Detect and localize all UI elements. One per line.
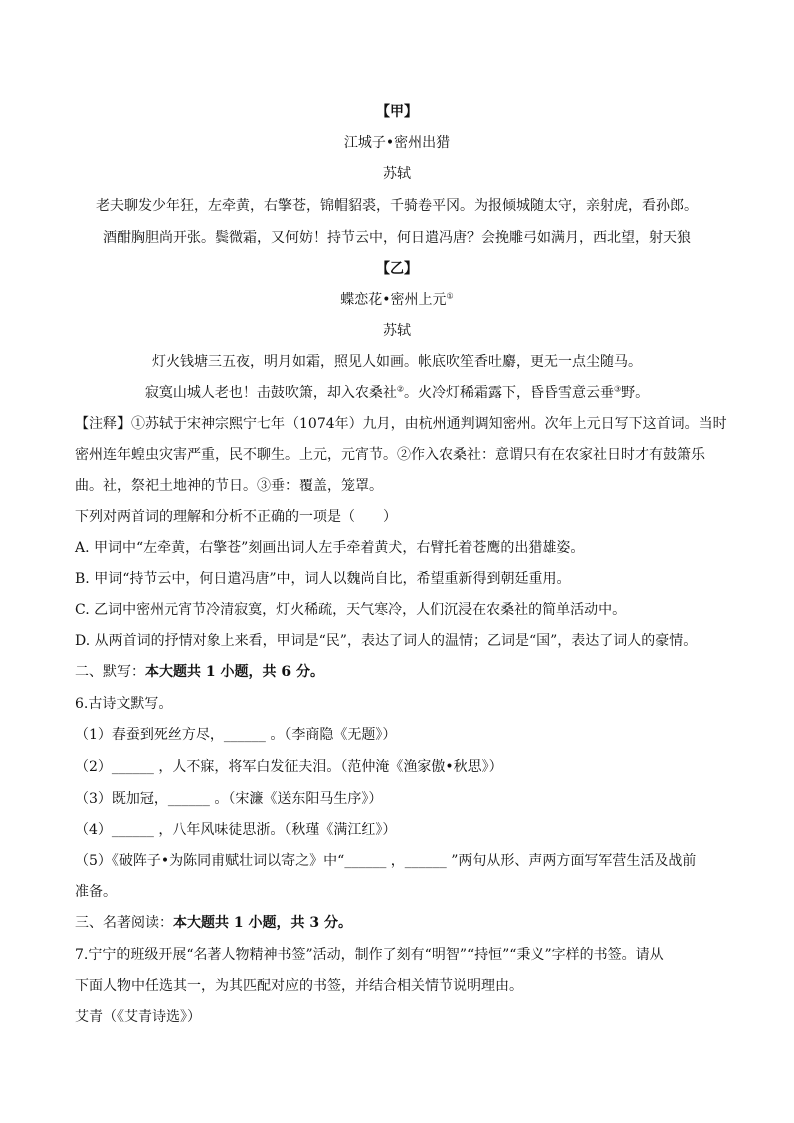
question-6-stem: 6.古诗文默写。 xyxy=(75,696,173,712)
poem-b-line-2-note-2: ③ xyxy=(614,384,622,394)
poem-a-line-2: 酒酣胸胆尚开张。鬓微霜，又何妨！持节云中，何日遣冯唐？会挽雕弓如满月，西北望，射天狼 xyxy=(103,230,691,246)
poem-b-marker: 【乙】 xyxy=(376,261,418,277)
section-2-info: 本大题共 1 小题，共 6 分。 xyxy=(145,664,324,680)
poem-a-marker: 【甲】 xyxy=(376,104,418,120)
poem-a-title: 江城子•密州出猎 xyxy=(343,135,451,151)
notes-line-1: 【注释】①苏轼于宋神宗熙宁七年（1074年）九月，由杭州通判调知密州。次年上元日写下这首词。当时 xyxy=(75,416,727,432)
poem-b-line-2 xyxy=(0,383,794,403)
section-3-info: 本大题共 1 小题，共 3 分。 xyxy=(173,915,352,931)
poem-b-line-2-part-1: 寂寞山城人老也！击鼓吹箫，却入农桑社 xyxy=(144,385,397,401)
section-2-prefix: 二、默写： xyxy=(75,664,145,680)
section-2-heading xyxy=(75,662,324,682)
question-6-item-5-continued: 准备。 xyxy=(75,884,117,900)
poem-a-line-1: 老夫聊发少年狂，左牵黄，右擎苍，锦帽貂裘，千骑卷平冈。为报倾城随太守，亲射虎，看孙郎。 xyxy=(96,198,698,214)
poem-a-author: 苏轼 xyxy=(383,166,411,182)
poem-b-title-note: ① xyxy=(446,291,454,301)
question-6-item-2: （2）______ ，人不寐，将军白发征夫泪。（范仲淹《渔家傲•秋思》） xyxy=(75,759,503,775)
poem-b-title xyxy=(0,290,794,310)
poem-b-line-2-part-3: 野。 xyxy=(621,385,650,401)
section-3-prefix: 三、名著阅读： xyxy=(75,915,173,931)
poem-b-title-text: 蝶恋花•密州上元 xyxy=(340,292,447,308)
notes-line-3: 曲。社，祭祀土地神的节日。③垂：覆盖，笼罩。 xyxy=(75,478,383,494)
question-7-line-3: 艾青（《艾青诗选》） xyxy=(75,1009,201,1025)
question-6-item-4: （4）______ ，八年风味徒思浙。（秋瑾《满江红》） xyxy=(75,822,397,838)
question-6-item-5: （5）《破阵子•为陈同甫赋壮词以寄之》中“______ ，______ ”两句从形、声两方面写军营生活及战前 xyxy=(75,853,697,869)
question-7-line-2: 下面人物中任选其一，为其匹配对应的书签，并结合相关情节说明理由。 xyxy=(75,978,523,994)
question-6-item-3: （3）既加冠，______ 。（宋濂《送东阳马生序》） xyxy=(75,791,383,807)
poem-b-author: 苏轼 xyxy=(383,323,411,339)
question-5-option-c: C. 乙词中密州元宵节冷清寂寞，灯火稀疏，天气寒冷，人们沉浸在农桑社的简单活动中。 xyxy=(75,602,627,618)
question-6-item-1: （1）春蚕到死丝方尽，______ 。（李商隐《无题》） xyxy=(75,727,397,743)
poem-b-line-1: 灯火钱塘三五夜，明月如霜，照见人如画。帐底吹笙香吐麝，更无一点尘随马。 xyxy=(152,354,642,370)
poem-b-line-2-part-2: 。火冷灯稀霜露下，昏昏雪意云垂 xyxy=(404,385,614,401)
question-7-line-1: 7.宁宁的班级开展“名著人物精神书签”活动，制作了刻有“明智”“持恒”“秉义”字样的书签。请从 xyxy=(75,947,664,963)
question-5-option-b: B. 甲词“持节云中，何日遣冯唐”中，词人以魏尚自比，希望重新得到朝廷重用。 xyxy=(75,571,571,587)
question-5-stem: 下列对两首词的理解和分析不正确的一项是（ ） xyxy=(75,509,397,525)
question-5-option-d: D. 从两首词的抒情对象上来看，甲词是“民”，表达了词人的温情；乙词是“国”，表达了词人的豪情。 xyxy=(75,633,698,649)
question-5-option-a: A. 甲词中“左牵黄，右擎苍”刻画出词人左手牵着黄犬，右臂托着苍鹰的出猎雄姿。 xyxy=(75,540,585,556)
poem-b-line-2-note-1: ② xyxy=(396,384,404,394)
section-3-heading xyxy=(75,913,352,933)
notes-line-2: 密州连年蝗虫灾害严重，民不聊生。上元，元宵节。②作入农桑社：意谓只有在农家社日时才有鼓箫乐 xyxy=(75,447,705,463)
